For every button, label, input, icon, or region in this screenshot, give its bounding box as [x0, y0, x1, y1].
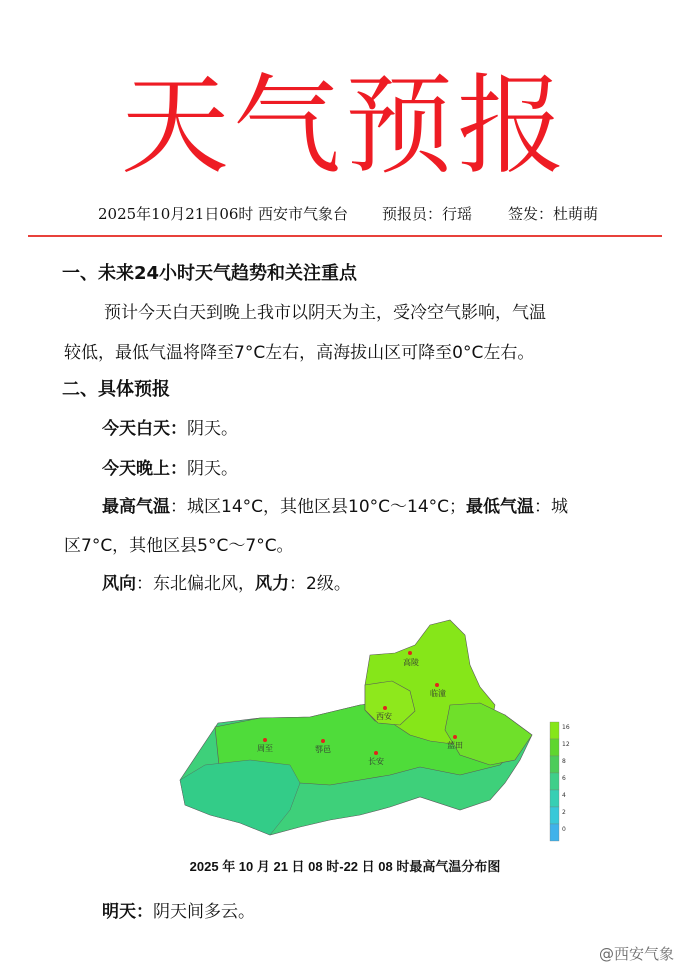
today-day-label: 今天白天：: [102, 419, 187, 439]
legend-swatch: [550, 756, 559, 773]
city-dot-lantian: [453, 735, 457, 739]
tomorrow-row: [102, 897, 255, 922]
legend-swatch: [550, 722, 559, 739]
legend-tick-label: 12: [562, 741, 570, 748]
signer: 签发：杜萌萌: [508, 205, 599, 223]
city-dot-xian: [383, 706, 387, 710]
legend-tick-label: 6: [562, 775, 566, 782]
wind-force-value: ：2级。: [289, 574, 351, 594]
legend-tick-label: 2: [562, 809, 566, 816]
section1-line2: 较低，最低气温将降至7°C左右，高海拔山区可降至0°C左右。: [64, 343, 535, 363]
map-label-lintong: 临潼: [430, 689, 446, 698]
city-dot-lintong: [435, 683, 439, 687]
wind-row: [102, 569, 351, 594]
legend-tick-label: 8: [562, 758, 566, 765]
legend-tick-label: 16: [562, 724, 570, 731]
city-dot-changan: [374, 751, 378, 755]
tonight-value: 阴天。: [187, 459, 238, 479]
wind-dir-value: ：东北偏北风，: [136, 574, 255, 594]
map-regions: [180, 620, 532, 835]
map-label-changan: 长安: [368, 757, 384, 766]
tomorrow-label: 明天：: [102, 902, 153, 922]
temperature-row-2: 区7°C，其他区县5°C～7°C。: [64, 536, 294, 556]
wind-force-label: 风力: [255, 574, 289, 594]
issuing-agency: 西安市气象台: [258, 205, 349, 223]
section1-line1: 预计今天白天到晚上我市以阴天为主，受冷空气影响，气温: [104, 303, 546, 323]
city-dot-huyi: [321, 739, 325, 743]
temperature-legend: [550, 722, 570, 841]
map-label-xian: 西安: [376, 712, 392, 721]
section2-heading: 二、具体预报: [62, 379, 170, 400]
map-label-zhouzhi: 周至: [257, 744, 273, 753]
legend-swatch: [550, 790, 559, 807]
today-day-row: [102, 414, 238, 439]
map-label-huyi: 鄠邑: [315, 745, 331, 754]
legend-tick-label: 4: [562, 792, 566, 799]
max-temp-label: 最高气温: [102, 497, 170, 517]
header-divider: [28, 235, 662, 237]
max-temp-value: ：城区14°C，其他区县10°C～14°C；: [170, 497, 467, 517]
temperature-row: [102, 492, 568, 517]
legend-tick-label: 0: [562, 826, 566, 833]
issue-datetime: 2025年10月21日06时: [98, 205, 254, 223]
forecaster: 预报员：行瑶: [382, 205, 473, 223]
legend-swatch: [550, 824, 559, 841]
legend-swatch: [550, 807, 559, 824]
map-label-gaoling: 高陵: [403, 658, 419, 667]
map-caption: 2025 年 10 月 21 日 08 时-22 日 08 时最高气温分布图: [189, 859, 501, 874]
city-dot-zhouzhi: [263, 738, 267, 742]
legend-swatch: [550, 739, 559, 756]
today-day-value: 阴天。: [187, 419, 238, 439]
legend-swatch: [550, 773, 559, 790]
map-label-lantian: 蓝田: [447, 741, 463, 750]
tonight-row: [102, 454, 238, 479]
wind-dir-label: 风向: [102, 574, 136, 594]
min-temp-label: 最低气温: [466, 497, 535, 517]
min-temp-value: ：城: [534, 497, 569, 517]
city-dot-gaoling: [408, 651, 412, 655]
page-title: 天气预报: [120, 64, 569, 189]
weibo-watermark: @西安气象: [598, 945, 674, 963]
tonight-label: 今天晚上：: [102, 459, 187, 479]
section1-heading: 一、未来24小时天气趋势和关注重点: [62, 263, 358, 284]
temperature-map: [160, 615, 570, 845]
tomorrow-value: 阴天间多云。: [153, 902, 255, 922]
